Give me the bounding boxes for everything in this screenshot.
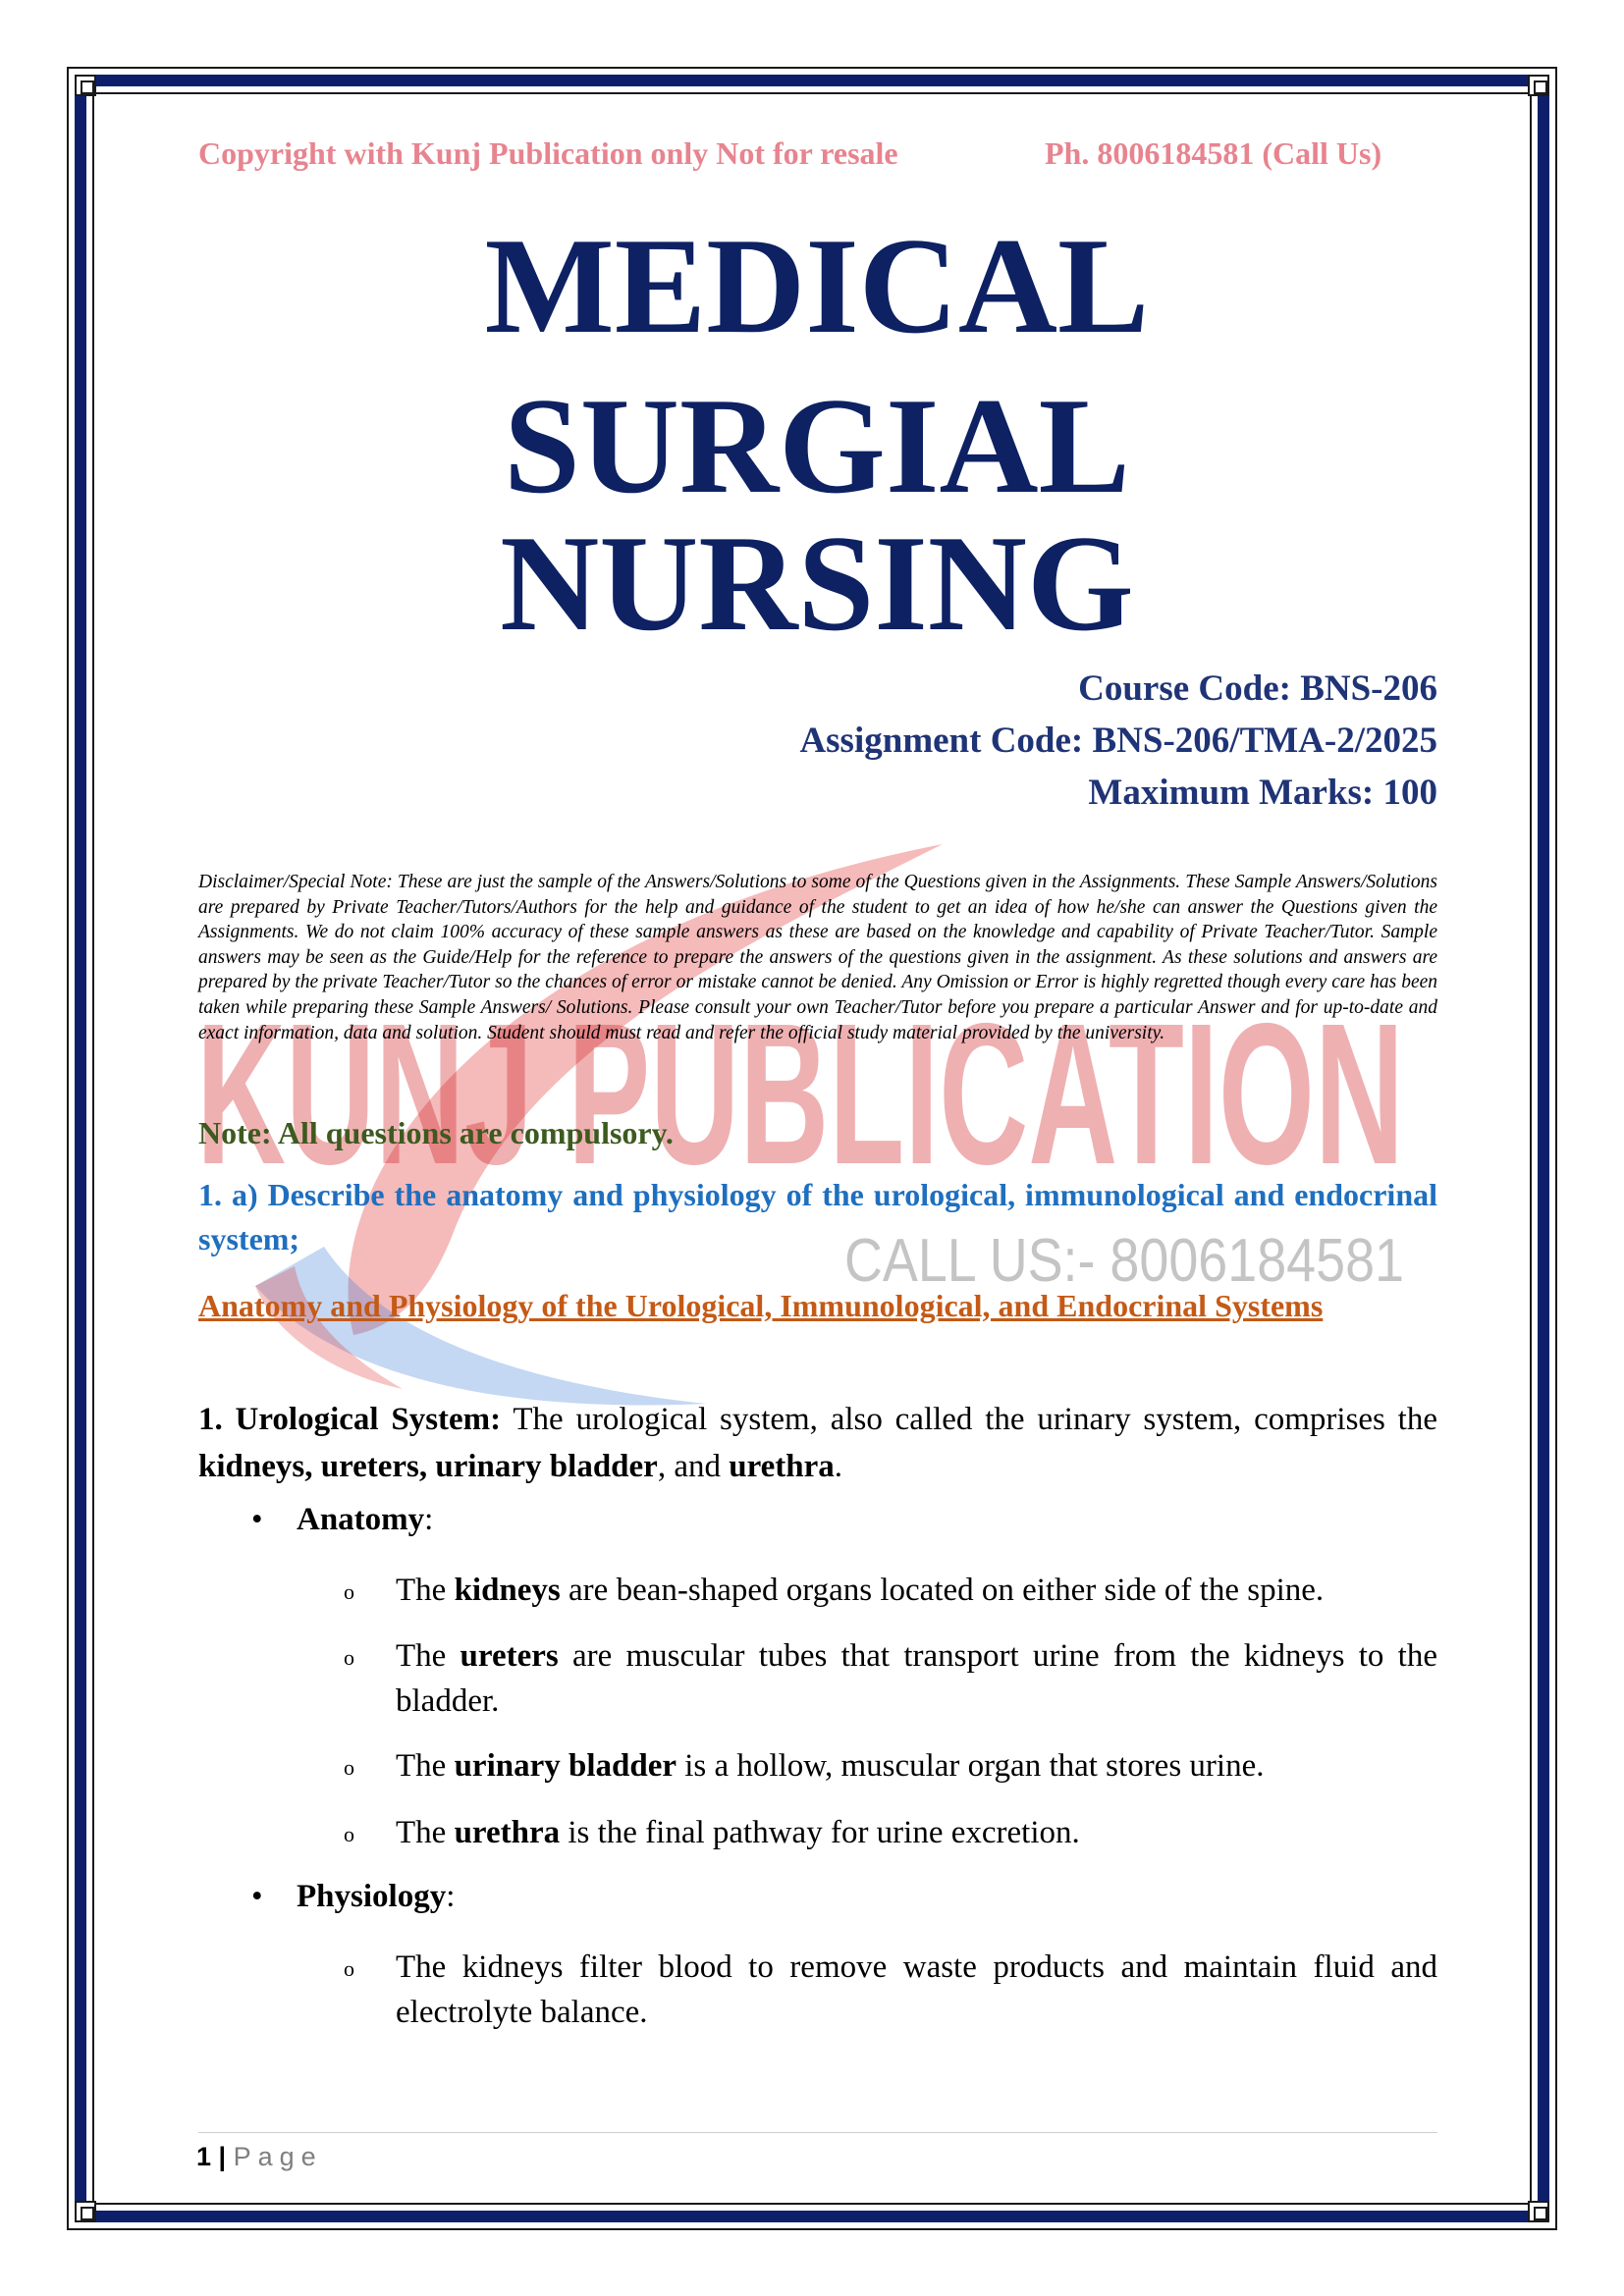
physiology-colon: : — [446, 1879, 456, 1914]
urological-intro-text-2: , and — [657, 1449, 730, 1484]
list-item-term: kidneys — [454, 1573, 561, 1608]
bullet-marker: • — [251, 1879, 263, 1914]
sub-bullet-marker: o — [344, 1822, 354, 1846]
bullet-marker: • — [251, 1502, 263, 1537]
urological-urethra: urethra — [729, 1449, 835, 1484]
list-item-text: The kidneys filter blood to remove waste products and maintain fluid and electrolyte balance. — [396, 1949, 1437, 2030]
list-item — [344, 1743, 1437, 1789]
list-item-post: is the final pathway for urine excretion. — [560, 1815, 1080, 1850]
phone-text: Ph. 8006184581 (Call Us) — [1045, 135, 1382, 171]
border-corner-ornament — [1528, 75, 1549, 96]
question-heading: 1. a) Describe the anatomy and physiology of the urological, immunological and endocrinal system; — [198, 1177, 1437, 1256]
border-corner-ornament — [75, 2201, 96, 2222]
urological-intro-end: . — [834, 1449, 843, 1484]
compulsory-note: Note: All questions are compulsory. — [198, 1115, 674, 1150]
watermark-call: CALL US:- 8006184581 — [844, 1227, 1404, 1295]
sub-bullet-marker: o — [344, 1645, 354, 1670]
page-number: 1 — [196, 2142, 212, 2171]
page-label: Page — [233, 2142, 323, 2171]
footer-separator: | — [218, 2142, 227, 2171]
document-title-line-1: MEDICAL — [484, 210, 1150, 362]
list-item-term: ureters — [460, 1638, 559, 1674]
sub-bullet-marker: o — [344, 1579, 354, 1604]
document-title-line-2: SURGIAL NURSING — [500, 370, 1134, 660]
anatomy-colon: : — [424, 1502, 434, 1537]
urological-label: 1. Urological System: — [198, 1402, 502, 1437]
list-item-pre: The — [396, 1748, 455, 1784]
anatomy-bullet — [251, 1502, 433, 1538]
section-heading: Anatomy and Physiology of the Urological, Immunological, and Endocrinal Systems — [198, 1288, 1324, 1323]
border-corner-ornament — [1528, 2201, 1549, 2222]
list-item — [344, 1810, 1437, 1855]
anatomy-heading: Anatomy — [297, 1502, 425, 1537]
list-item-term: urethra — [454, 1815, 561, 1850]
urological-intro-paragraph — [198, 1396, 1437, 1490]
footer-divider — [198, 2132, 1437, 2133]
course-code: Course Code: BNS-206 — [1078, 668, 1437, 709]
sub-bullet-marker: o — [344, 1755, 354, 1780]
assignment-code: Assignment Code: BNS-206/TMA-2/2025 — [799, 721, 1437, 761]
list-item-pre: The — [396, 1815, 455, 1850]
copyright-header — [198, 135, 1435, 172]
list-item-post: are muscular tubes that transport urine from the kidneys to the bladder. — [396, 1638, 1437, 1719]
list-item-post: are bean-shaped organs located on either side of the spine. — [560, 1573, 1325, 1608]
list-item — [344, 1945, 1437, 2035]
list-item-post: is a hollow, muscular organ that stores urine. — [677, 1748, 1265, 1784]
list-item-term: urinary bladder — [454, 1748, 677, 1784]
sub-bullet-marker: o — [344, 1956, 354, 1981]
physiology-heading: Physiology — [297, 1879, 447, 1914]
physiology-bullet — [251, 1879, 455, 1915]
list-item-pre: The — [396, 1573, 455, 1608]
list-item — [344, 1633, 1437, 1724]
maximum-marks: Maximum Marks: 100 — [1088, 773, 1437, 813]
watermark-brand: KUNJ PUBLICATION — [196, 982, 1404, 1206]
list-item-pre: The — [396, 1638, 460, 1674]
urological-organs: kidneys, ureters, urinary bladder — [198, 1449, 658, 1484]
urological-intro-text: The urological system, also called the urinary system, comprises the — [501, 1402, 1437, 1437]
copyright-text: Copyright with Kunj Publication only Not for resale — [198, 135, 898, 171]
disclaimer-note: Disclaimer/Special Note: These are just the sample of the Answers/Solutions to some of the Questions given in the Assignments. These Sample Answers/Solutions are prepared by Private Teacher/Tutors/Authors for the help and guidance of the student to get an idea of how he/she can answer the Questions given the Assignments. We do not claim 100% accuracy of these sample answers as these are based on the knowledge and capability of Private Teacher/Tutor. Sample answers may be seen as the Guide/Help for the reference to prepare the answers of the questions given in the assignment. As these solutions and answers are prepared by the private Teacher/Tutor so the chances of error or mistake cannot be denied. Any Omission or Error is highly regretted though every care has been taken while preparing these Sample Answers/ Solutions. Please consult your own Teacher/Tutor before you prepare a particular Answer and for up-to-date and exact information, data and solution. Student should must read and refer the official study material provided by the university. — [198, 872, 1437, 1043]
list-item — [344, 1568, 1437, 1613]
page-footer — [196, 2142, 323, 2172]
border-corner-ornament — [75, 75, 96, 96]
